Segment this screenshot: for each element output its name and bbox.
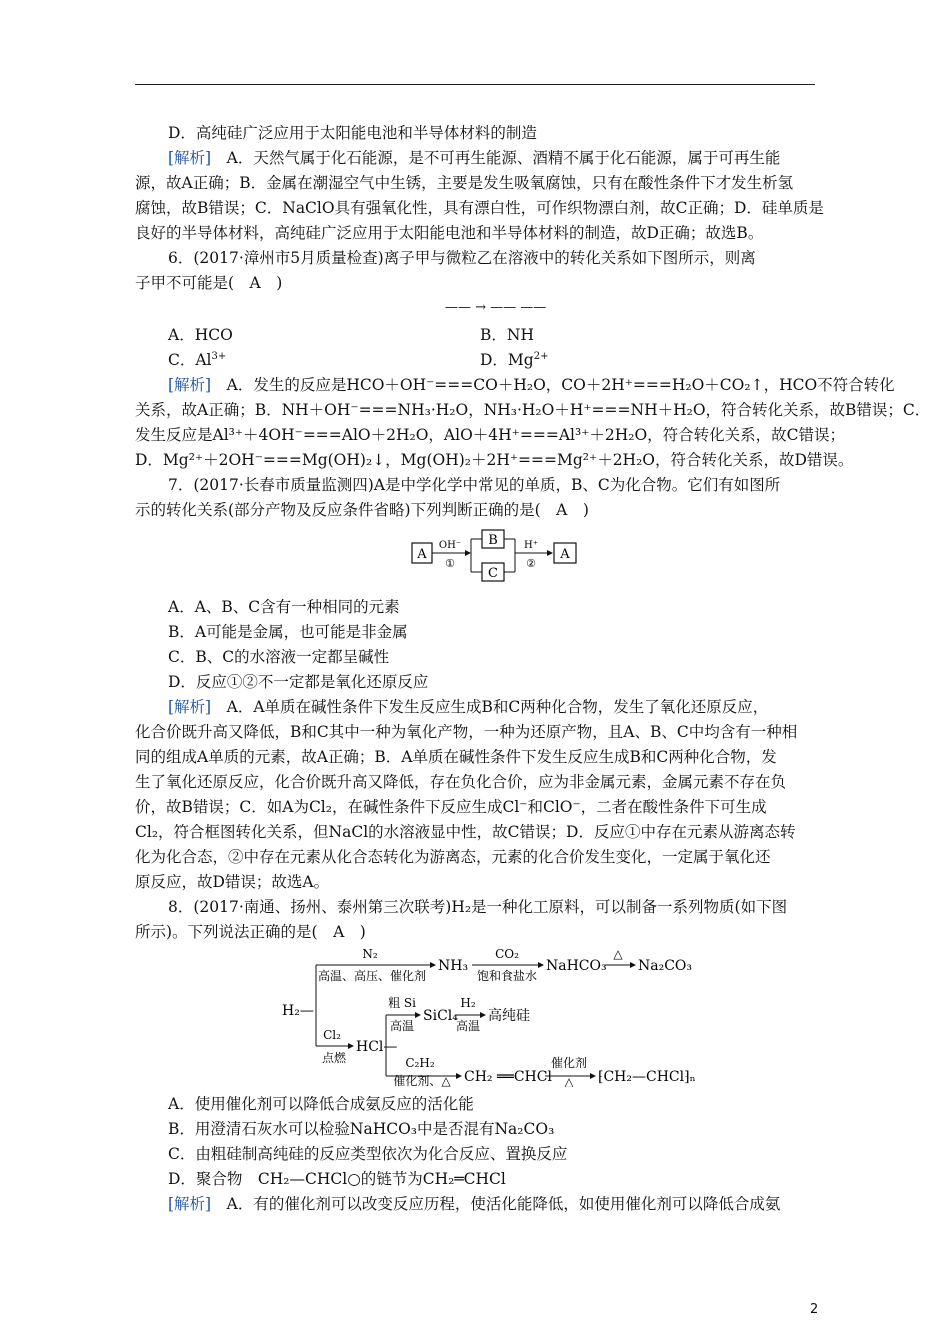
q7-analysis-line: Cl₂，符合框图转化关系，但NaCl的水溶液显中性，故C错误；D．反应①中存在元素从游离态转 [135,823,796,841]
q8-option-b: B．用澄清石灰水可以检验NaHCO₃中是否混有Na₂CO₃ [168,1120,555,1138]
label-hightemp2: 高温 [455,1019,481,1033]
header-rule [135,84,815,85]
label-b: B [488,533,498,548]
arrow-head-icon [415,1012,421,1018]
q7-analysis-line: 化合价既升高又降低，B和C其中一种为氧化产物，一种为还原产物，且A、B、C中均含有一种相 [135,723,798,741]
q5-analysis-line: 源，故A正确；B．金属在潮湿空气中生锈，主要是发生吸氧腐蚀，只有在酸性条件下才发生析氢 [135,174,794,192]
label-cond1: 高温、高压、催化剂 [317,969,427,983]
q7-option-d: D．反应①②不一定都是氧化还原反应 [168,673,429,691]
label-delta: △ [613,947,623,961]
q6-analysis-line: 发生反应是Al³⁺＋4OH⁻===AlO＋2H₂O，AlO＋4H⁺===Al³⁺＋2H₂O，符合转化关系，故C错误； [135,426,846,444]
q8-stem: 8．(2017·南通、扬州、泰州第三次联考)H₂是一种化工原料，可以制备一系列物质(如下图 [168,898,788,916]
analysis-tag: [解析] [168,149,212,167]
q5-analysis-line: 腐蚀，故B错误；C．NaClO具有强氧化性，具有漂白性，可作织物漂白剂，故C正确；D．硅单质是 [135,199,824,217]
analysis-tag: [解析] [168,698,212,716]
q7-option-c: C．B、C的水溶液一定都呈碱性 [168,648,390,666]
label-nahco3: NaHCO₃ [546,958,607,974]
q8-option-a: A．使用催化剂可以降低合成氨反应的活化能 [168,1095,474,1113]
arrow-head-icon [465,550,471,556]
q7-stem: 示的转化关系(部分产物及反应条件省略)下列判断正确的是( A ) [135,501,589,519]
q8-option-c: C．由粗硅制高纯硅的反应类型依次为化合反应、置换反应 [168,1145,568,1163]
q7-option-a: A．A、B、C含有一种相同的元素 [168,598,400,616]
q6-analysis-line: [解析] A．发生的反应是HCO＋OH⁻===CO＋H₂O，CO＋2H⁺===H₂O＋CO₂↑，HCO不符合转化 [168,376,895,394]
label-c: C [488,566,498,581]
label-sicl4: SiCl₄ [423,1008,458,1024]
page-number: 2 [810,1302,819,1317]
q6-diagram: —— → —— —— [445,300,547,315]
label-step2: ② [526,557,536,570]
label-crude-si: 粗 Si [388,996,416,1010]
q7-stem: 7．(2017·长春市质量监测四)A是中学化学中常见的单质，B、C为化合物。它们有如图所 [168,476,781,494]
label-catalyst: 催化剂 [550,1056,588,1070]
label-hightemp: 高温 [389,1019,415,1033]
label-polymer: ⁅CH₂—CHCl⁆ₙ [598,1069,696,1085]
label-cond3: 催化剂、△ [393,1074,451,1087]
q6-analysis-line: D．Mg²⁺＋2OH⁻===Mg(OH)₂↓，Mg(OH)₂＋2H⁺===Mg²⁺＋2H₂O，符合转化关系，故D错误。 [135,451,854,469]
q7-analysis-line: 同的组成A单质的元素，故A正确；B．A单质在碱性条件下发生反应生成B和C两种化合物，发 [135,748,777,766]
arrow-head-icon [590,1073,596,1079]
q6-stem: 子甲不可能是( A ) [135,274,283,292]
q6-option-b: B．NH [480,326,534,344]
q7-analysis-line: 生了氧化还原反应，化合价既升高又降低，存在负化合价，应为非金属元素，金属元素不存在负 [135,773,787,791]
q7-diagram [410,525,580,585]
q5-analysis-line: 良好的半导体材料，高纯硅广泛应用于太阳能电池和半导体材料的制造，故D正确；故选B。 [135,224,764,242]
q7-analysis-line: 价，故B错误；C．如A为Cl₂，在碱性条件下反应生成Cl⁻和ClO⁻，二者在酸性条件下可生成 [135,798,767,816]
q6-analysis-line: 关系，故A正确；B．NH＋OH⁻===NH₃·H₂O，NH₃·H₂O＋H⁺===NH＋H₂O，符合转化关系，故B错误；C． [135,401,931,419]
label-step1: ① [445,557,455,570]
label-pure-si: 高纯硅 [488,1008,530,1024]
label-a2: A [560,547,570,562]
q8-stem: 所示)。下列说法正确的是( A ) [135,923,366,941]
q7-analysis-line: 原反应，故D错误；故选A。 [135,873,330,891]
q8-analysis-line: [解析] A．有的催化剂可以改变反应历程，使活化能降低，如使用催化剂可以降低合成氨 [168,1195,781,1213]
q7-analysis-line: [解析] A．A单质在碱性条件下发生反应生成B和C两种化合物，发生了氧化还原反应， [168,698,769,716]
q7-analysis-line: 化为化合态，②中存在元素从化合态转化为游离态，元素的化合价发生变化，一定属于氧化还 [135,848,771,866]
q6-option-d: D．$Mg^{2+}$ [480,350,549,369]
label-vinyl: CH₂ ══CHCl [464,1069,552,1085]
analysis-tag: [解析] [168,1195,212,1213]
label-cond2: 饱和食盐水 [476,969,538,983]
label-c2h2: C₂H₂ [405,1056,435,1070]
label-delta2: △ [564,1075,574,1087]
arrow-head-icon [547,550,553,556]
label-co2: CO₂ [495,947,519,961]
label-na2co3: Na₂CO₃ [638,958,693,974]
analysis-tag: [解析] [168,376,212,394]
q6-stem: 6．(2017·漳州市5月质量检查)离子甲与微粒乙在溶液中的转化关系如下图所示，则离 [168,249,756,267]
arrow-head-icon [630,962,636,968]
q6-option-a: A．HCO [168,326,233,344]
arrow-head-icon [430,962,436,968]
arrow-head-icon [480,1012,486,1018]
q8-option-d: D．聚合物 CH₂—CHCl○的链节为CH₂═CHCl [168,1170,506,1188]
q8-diagram [280,945,720,1087]
label-h: H⁺ [524,540,538,551]
arrow-head-icon [456,1073,462,1079]
label-ignite: 点燃 [321,1051,347,1065]
arrow-head-icon [348,1043,354,1049]
q7-option-b: B．A可能是金属，也可能是非金属 [168,623,408,641]
label-oh: OH⁻ [438,540,462,551]
arrow-head-icon [538,962,544,968]
label-nh3: NH₃ [438,958,469,974]
label-h2b: H₂ [460,996,476,1010]
q5-option-d: D．高纯硅广泛应用于太阳能电池和半导体材料的制造 [168,124,537,142]
q5-analysis-line: [解析] A．天然气属于化石能源，是不可再生能源、酒精不属于化石能源，属于可再生能 [168,149,781,167]
label-hcl: HCl— [356,1039,398,1055]
label-a: A [417,547,427,562]
label-h2: H₂— [282,1003,314,1019]
q6-option-c: C．$Al^{3+}$ [168,350,227,369]
label-cl2: Cl₂ [323,1028,341,1042]
label-n2: N₂ [362,947,378,961]
